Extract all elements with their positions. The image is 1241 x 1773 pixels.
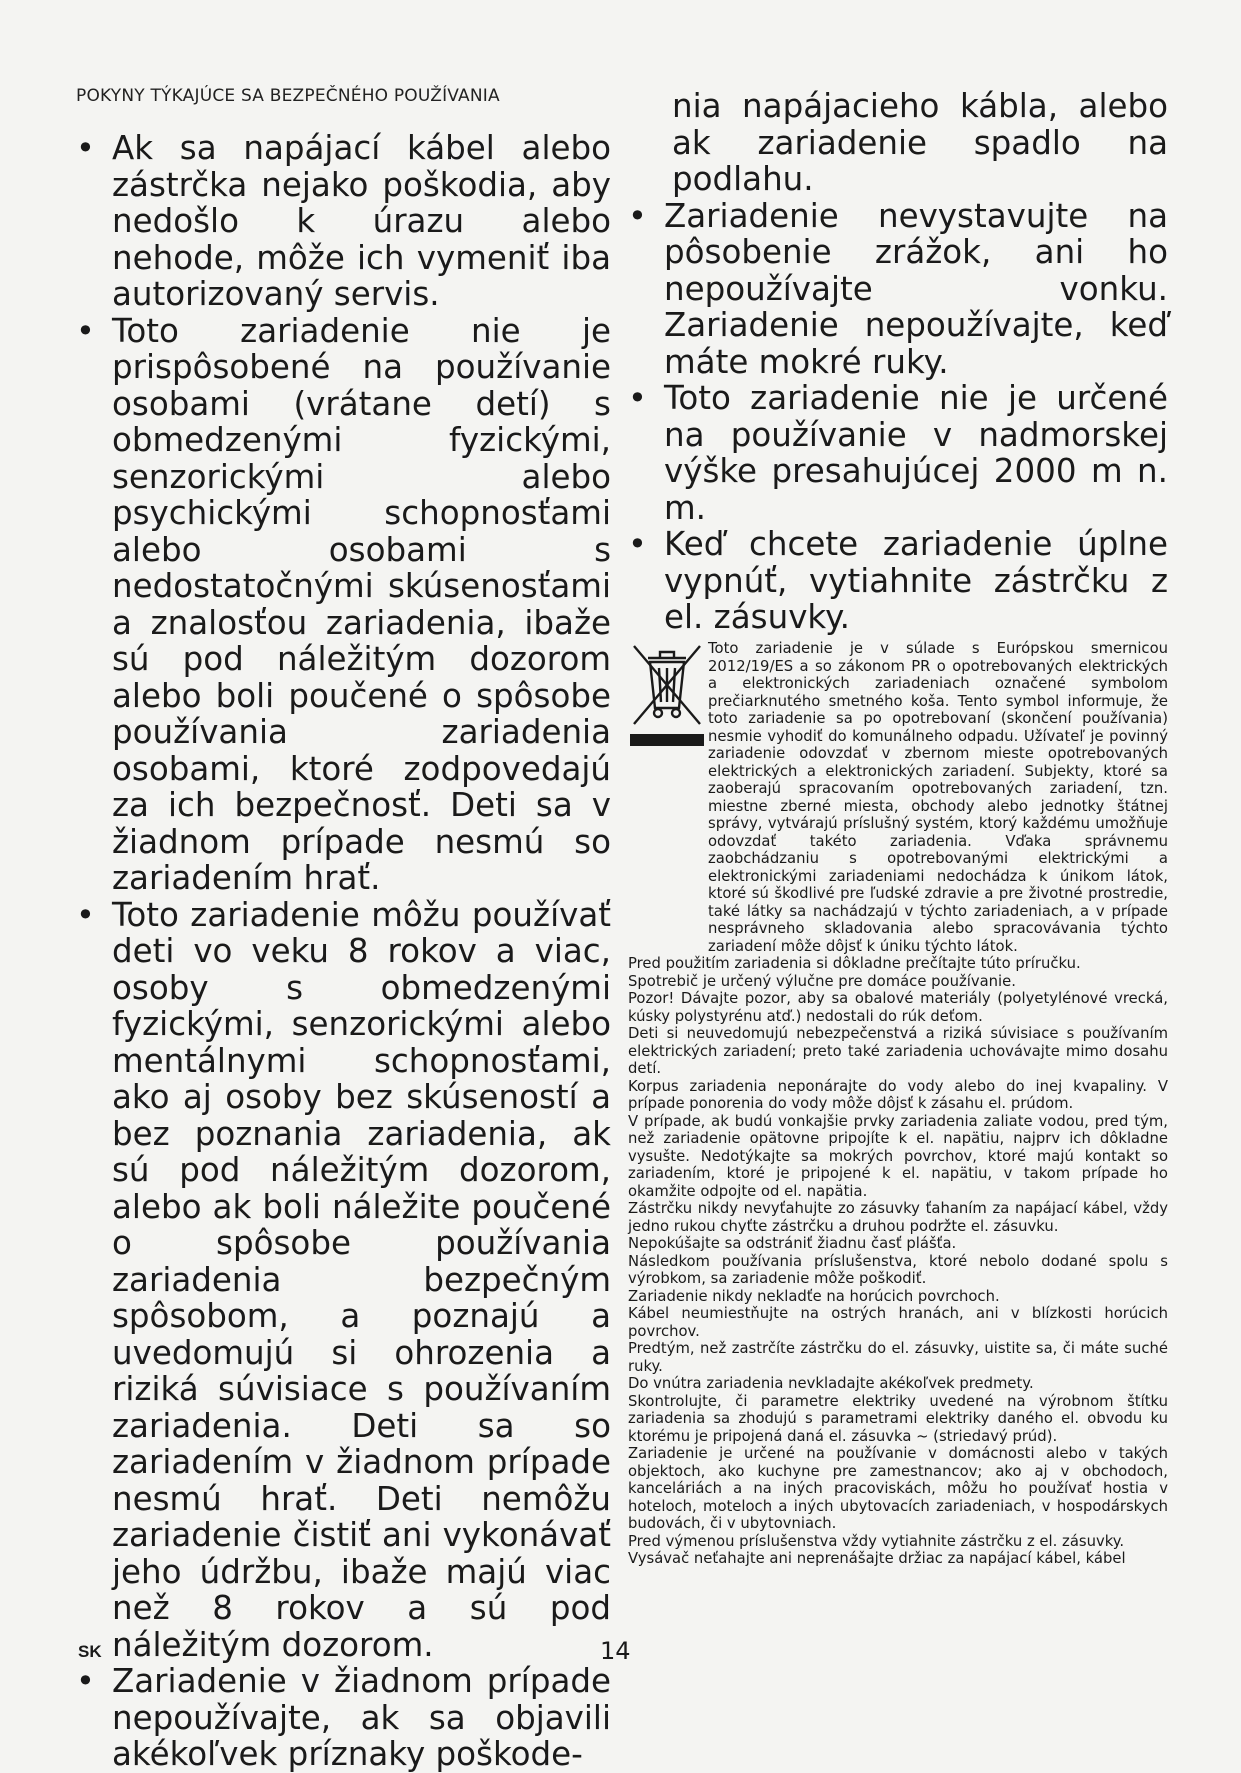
weee-section [628, 640, 1168, 1568]
bullet-item [628, 380, 1168, 526]
bullet-text: Toto zariadenie nie je určené na používanie v nadmorskej výške presahujúcej 2000 m n. m. [664, 379, 1168, 527]
bullet-text: Keď chcete zariadenie úplne vypnúť, vytiahnite zástrčku z el. zásuvky. [664, 525, 1168, 636]
note-paragraph: Korpus zariadenia neponárajte do vody alebo do inej kvapaliny. V prípade ponorenia do vody môže dôjsť k zásahu el. prúdom. [628, 1077, 1168, 1112]
bullet-dot-icon: • [628, 379, 647, 417]
bullet-dot-icon: • [628, 196, 647, 235]
note-paragraph: Skontrolujte, či parametre elektriky uvedené na výrobnom štítku zariadenia sa zhodujú s parametrami elektriky daného el. obvodu ku ktorému je pripojená daná el. zásuvka ~ (striedavý prúd). [628, 1392, 1168, 1445]
note-paragraph: Kábel neumiestňujte na ostrých hranách, ani v blízkosti horúcich povrchov. [628, 1305, 1168, 1340]
note-paragraph: Deti si neuvedomujú nebezpečenstvá a riziká súvisiace s používaním elektrických zariadení; preto také zariadenia uchovávajte mimo dosahu detí. [628, 1025, 1168, 1077]
note-paragraph: Spotrebič je určený výlučne pre domáce používanie. [628, 972, 1016, 990]
crossed-out-wheelie-bin-icon [628, 642, 706, 750]
bullet-dot-icon: • [76, 895, 95, 934]
bullet-item [628, 198, 1168, 381]
bullet-item [76, 1663, 611, 1773]
note-paragraph: Pred výmenou príslušenstva vždy vytiahnite zástrčku z el. zásuvky. [628, 1532, 1125, 1550]
note-paragraph: Zariadenie nikdy nekladťe na horúcich povrchoch. [628, 1287, 1000, 1305]
note-paragraph: Zariadenie je určené na používanie v domácnosti alebo v takých objektoch, ako kuchyne pre zamestnancov; ako aj v obchodoch, kanceláriách a na iných pracoviskách, môžu ho používať hostia v hoteloch, moteloch a iných ubytovacích zariadeniach, v hospodárskych budovách, či v ubytovniach. [628, 1445, 1168, 1532]
note-paragraph: Do vnútra zariadenia nevkladajte akékoľvek predmety. [628, 1375, 1034, 1392]
bullet-text: Ak sa napájací kábel alebo zástrčka nejako poškodia, aby nedošlo k úrazu alebo nehode, môže ich vymeniť iba autorizovaný servis. [112, 129, 611, 313]
bullet-text: Zariadenie nevystavujte na pôsobenie zrážok, ani ho nepoužívajte vonku. Zariadenie nepoužívajte, keď máte mokré ruky. [664, 196, 1168, 381]
safety-notes [628, 955, 1168, 1568]
note-paragraph: Pozor! Dávajte pozor, aby sa obalové materiály (polyetylénové vrecká, kúsky polystyrénu atď.) nedostali do rúk deťom. [628, 990, 1168, 1025]
right-column [628, 88, 1168, 636]
bullet-item [76, 313, 611, 897]
bullet-text: Toto zariadenie môžu používať deti vo veku 8 rokov a viac, osoby s obmedzenými fyzickými, senzorickými alebo mentálnymi schopnosťami, ako aj osoby bez skúseností a bez poznania zariadenia, ak sú pod náležitým dozorom, alebo ak boli náležite poučené o spôsobe používania zariadenia bezpečným spôsobom, a poznajú a uvedomujú si ohrozenia a riziká súvisiace s používaním zariadenia. Deti sa so zariadením v žiadnom prípade nesmú hrať. Deti nemôžu zariadenie čistiť ani vykonávať jeho údržbu, ibaže majú viac než 8 rokov a sú pod náležitým dozorom. [112, 895, 611, 1664]
language-code: SK [78, 1642, 102, 1661]
bullet-item [76, 130, 611, 313]
section-heading: POKYNY TÝKAJÚCE SA BEZPEČNÉHO POUŽÍVANIA [76, 86, 500, 106]
note-paragraph: Zástrčku nikdy nevyťahujte zo zásuvky ťahaním za napájací kábel, vždy jedno rukou chyťte zástrčku a druhou podržte el. zásuvku. [628, 1200, 1168, 1235]
bullet-continuation: nia napájacieho kábla, alebo ak zariadenie spadlo na podlahu. [672, 87, 1168, 198]
bullet-item [628, 526, 1168, 636]
weee-text: Toto zariadenie je v súlade s Európskou smernicou 2012/19/ES a so zákonom PR o opotrebovaných elektrických a elektronických zariadeniach označené symbolom prečiarknutého smetného koša. Tento symbol informuje, že toto zariadenie sa po opotrebovaní (skončení používania) nesmie vyhodiť do komunálneho odpadu. Užívateľ je povinný zariadenie odovzdať v zbernom mieste opotrebovaných elektrických a elektronických zariadení. Subjekty, ktoré sa zaoberajú spracovaním opotrebovaných zariadení, tzn. miestne zberné miesta, obchody alebo jednotky štátnej správy, vytvárajú príslušný systém, ktorý každému umožňuje odovzdať takéto zariadenia. Vďaka správnemu zaobchádzaniu s opotrebovanými elektrickými a elektronickými zariadeniami nedochádza k únikom látok, ktoré sú škodlivé pre ľudské zdravie a pre životné prostredie, také látky sa nachádzajú v týchto zariadeniach, a v prípade nesprávneho skladovania alebo spracovávania týchto zariadení môže dôjsť k úniku týchto látok. [708, 640, 1168, 955]
bullet-dot-icon: • [76, 311, 95, 350]
note-paragraph: Nepokúšajte sa odstrániť žiadnu časť plášťa. [628, 1235, 957, 1252]
bullet-dot-icon: • [76, 129, 95, 167]
bullet-text: Toto zariadenie nie je prispôsobené na používanie osobami (vrátane detí) s obmedzenými fyzickými, senzorickými alebo psychickými schopnosťami alebo osobami s nedostatočnými skúsenosťami a znalosťou zariadenia, ibaže sú pod náležitým dozorom alebo boli poučené o spôsobe používania zariadenia osobami, ktoré zodpovedajú za ich bezpečnosť. Deti sa v žiadnom prípade nesmú so zariadením hrať. [112, 311, 611, 897]
note-paragraph: V prípade, ak budú vonkajšie prvky zariadenia zaliate vodou, pred tým, než zariadenie opätovne pripojíte k el. napätiu, najprv ich dôkladne vysušte. Nedotýkajte sa mokrých povrchov, ktoré majú kontakt so zariadením, ktoré je pripojené k el. napätiu, v takom prípade ho okamžite odpojte od el. napätia. [628, 1112, 1168, 1200]
bullet-text: Zariadenie v žiadnom prípade nepoužívajte, ak sa objavili akékoľvek príznaky poškode- [112, 1662, 611, 1773]
note-paragraph: Pred použitím zariadenia si dôkladne prečítajte túto príručku. [628, 955, 1081, 972]
note-paragraph: Predtým, než zastrčíte zástrčku do el. zásuvky, uistite sa, či máte suché ruky. [628, 1340, 1168, 1375]
bullet-dot-icon: • [628, 525, 647, 563]
page-number: 14 [600, 1637, 631, 1665]
bullet-item [76, 897, 611, 1664]
left-column [76, 130, 611, 1773]
bullet-dot-icon: • [76, 1662, 95, 1700]
note-paragraph: Následkom používania príslušenstva, ktoré nebolo dodané spolu s výrobkom, sa zariadenie môže poškodiť. [628, 1252, 1168, 1287]
note-paragraph: Vysávač neťahajte ani neprenášajte držiac za napájací kábel, kábel [628, 1550, 1126, 1567]
